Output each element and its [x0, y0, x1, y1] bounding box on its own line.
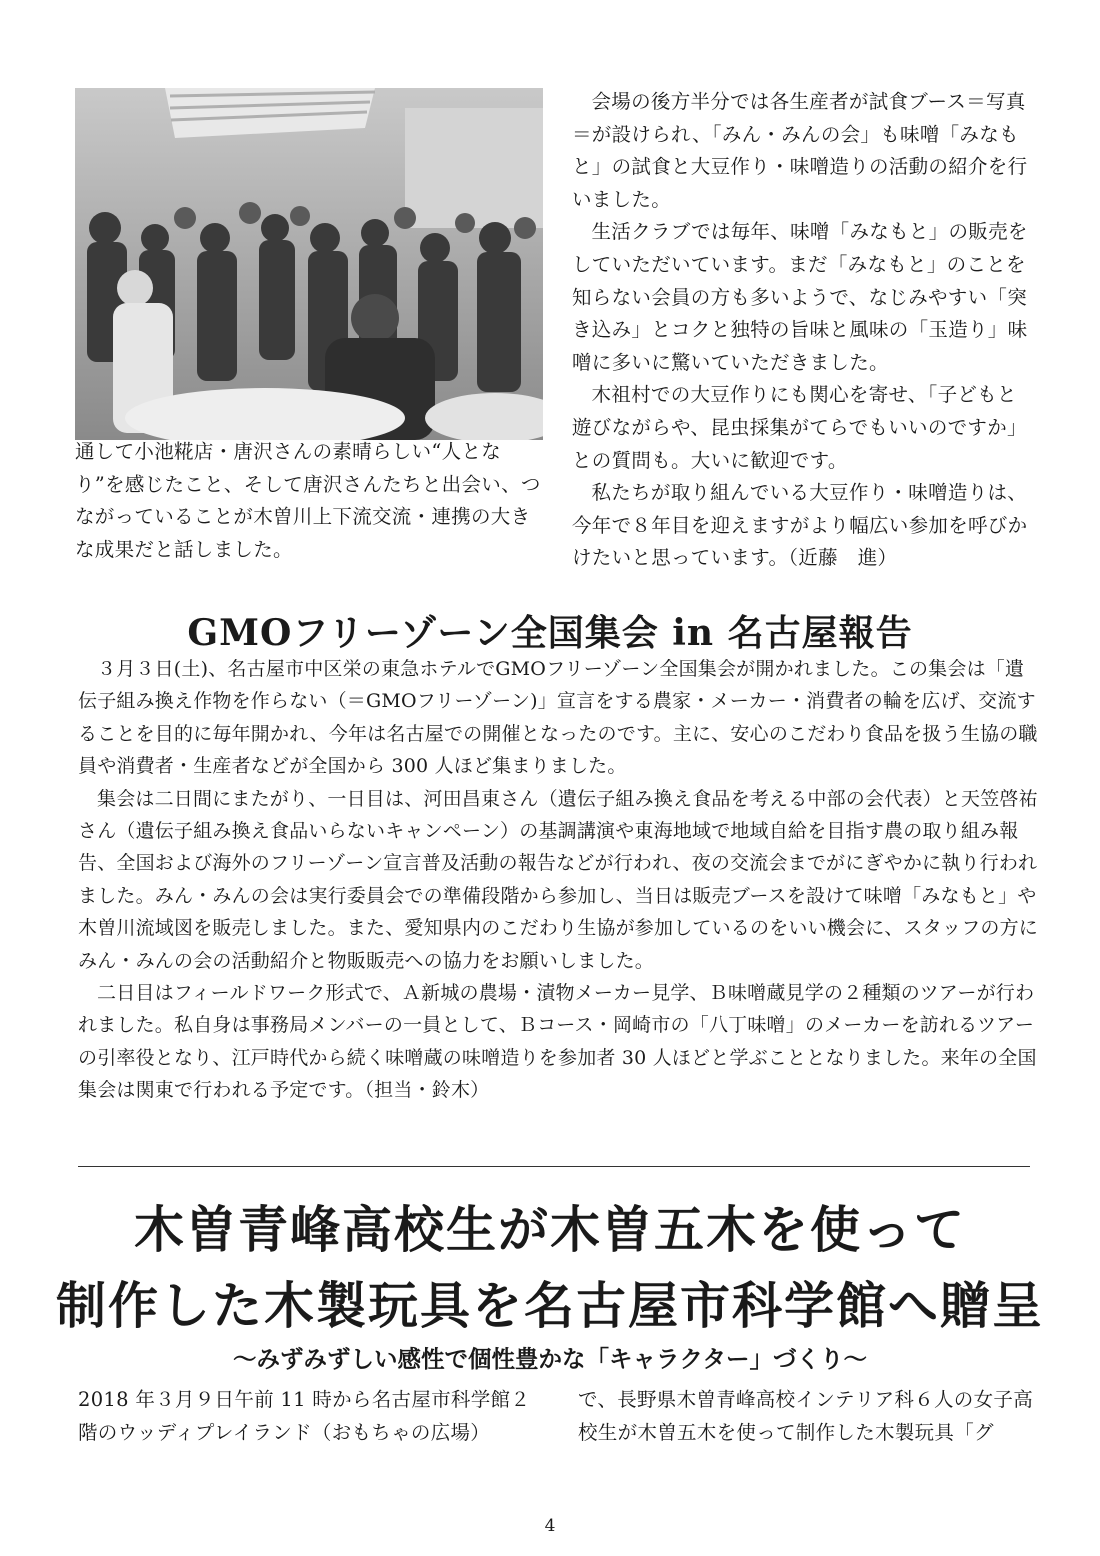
- kiso-article-title: [40, 1192, 1060, 1344]
- paragraph: 私たちが取り組んでいる大豆作り・味噌造りは、今年で８年目を迎えますがより幅広い参加を呼びかけたいと思っています。（近藤 進）: [572, 481, 1028, 570]
- gmo-article-body: [78, 653, 1043, 1107]
- paragraph: 2018 年３月９日午前 11 時から名古屋市科学館２階のウッディプレイランド（おもちゃの広場）: [78, 1388, 531, 1444]
- event-photo: [75, 88, 543, 440]
- paragraph: ３月３日(土)、名古屋市中区栄の東急ホテルでGMOフリーゾーン全国集会が開かれました。この集会は「遺伝子組み換え作物を作らない（＝GMOフリーゾーン)」宣言をする農家・メーカー・消費者の輪を広げ、交流することを目的に毎年開かれ、今年は名古屋での開催となったのです。主に、安心のこだわり食品を扱う生協の職員や消費者・生産者などが全国から 300 人ほど集まりました。: [78, 658, 1038, 778]
- page-number: 4: [544, 1516, 556, 1536]
- kiso-article-subtitle: ～みずみずしい感性で個性豊かな「キャラクター」づくり～: [232, 1345, 868, 1373]
- title-line-1: 木曽青峰高校生が木曽五木を使って: [134, 1200, 966, 1259]
- article-continuation-left: [75, 436, 545, 566]
- paragraph: 会場の後方半分では各生産者が試食ブース＝写真＝が設けられ、「みん・みんの会」も味噌「みなもと」の試食と大豆作り・味噌造りの活動の紹介を行いました。: [572, 90, 1028, 211]
- section-divider: [78, 1166, 1030, 1167]
- paragraph: 二日目はフィールドワーク形式で、Ａ新城の農場・漬物メーカー見学、Ｂ味噌蔵見学の２種類のツアーが行われました。私自身は事務局メンバーの一員として、Ｂコース・岡崎市の「八丁味噌」のメーカーを訪れるツアーの引率役となり、江戸時代から続く味噌蔵の味噌造りを参加者 30 人ほどと学ぶこととなりました。来年の全国集会は関東で行われる予定です。（担当・鈴木）: [78, 982, 1037, 1102]
- gmo-article-title: GMOフリーゾーン全国集会 in 名古屋報告: [187, 612, 913, 654]
- article-continuation-right: [572, 86, 1032, 575]
- paragraph: 通して小池糀店・唐沢さんの素晴らしい“人となり”を感じたこと、そして唐沢さんたちと出会い、つながっていることが木曽川上下流交流・連携の大きな成果だと話しました。: [75, 440, 541, 561]
- kiso-article-left: [78, 1384, 548, 1449]
- paragraph: で、長野県木曽青峰高校インテリア科６人の女子高校生が木曽五木を使って制作した木製玩具「グ: [578, 1388, 1034, 1444]
- paragraph: 生活クラブでは毎年、味噌「みなもと」の販売をしていただいています。まだ「みなもと」のことを知らない会員の方も多いようで、なじみやすい「突き込み」とコクと独特の旨味と風味の「玉造り」味噌に多いに驚いていただきました。: [572, 220, 1028, 374]
- kiso-article-right: [578, 1384, 1038, 1449]
- paragraph: 集会は二日間にまたがり、一日目は、河田昌東さん（遺伝子組み換え食品を考える中部の会代表）と天笠啓祐さん（遺伝子組み換え食品いらないキャンペーン）の基調講演や東海地域で地域自給を目指す農の取り組み報告、全国および海外のフリーゾーン宣言普及活動の報告などが行われ、夜の交流会までがにぎやかに執り行われました。みん・みんの会は実行委員会での準備段階から参加し、当日は販売ブースを設けて味噌「みなもと」や木曽川流域図を販売しました。また、愛知県内のこだわり生協が参加しているのをいい機会に、スタッフの方にみん・みんの会の活動紹介と物販販売への協力をお願いしました。: [78, 787, 1039, 972]
- paragraph: 木祖村での大豆作りにも関心を寄せ、「子どもと遊びながらや、昆虫採集がてらでもいいのですか」との質問も。大いに歓迎です。: [572, 383, 1027, 472]
- title-line-2: 制作した木製玩具を名古屋市科学館へ贈呈: [56, 1276, 1044, 1335]
